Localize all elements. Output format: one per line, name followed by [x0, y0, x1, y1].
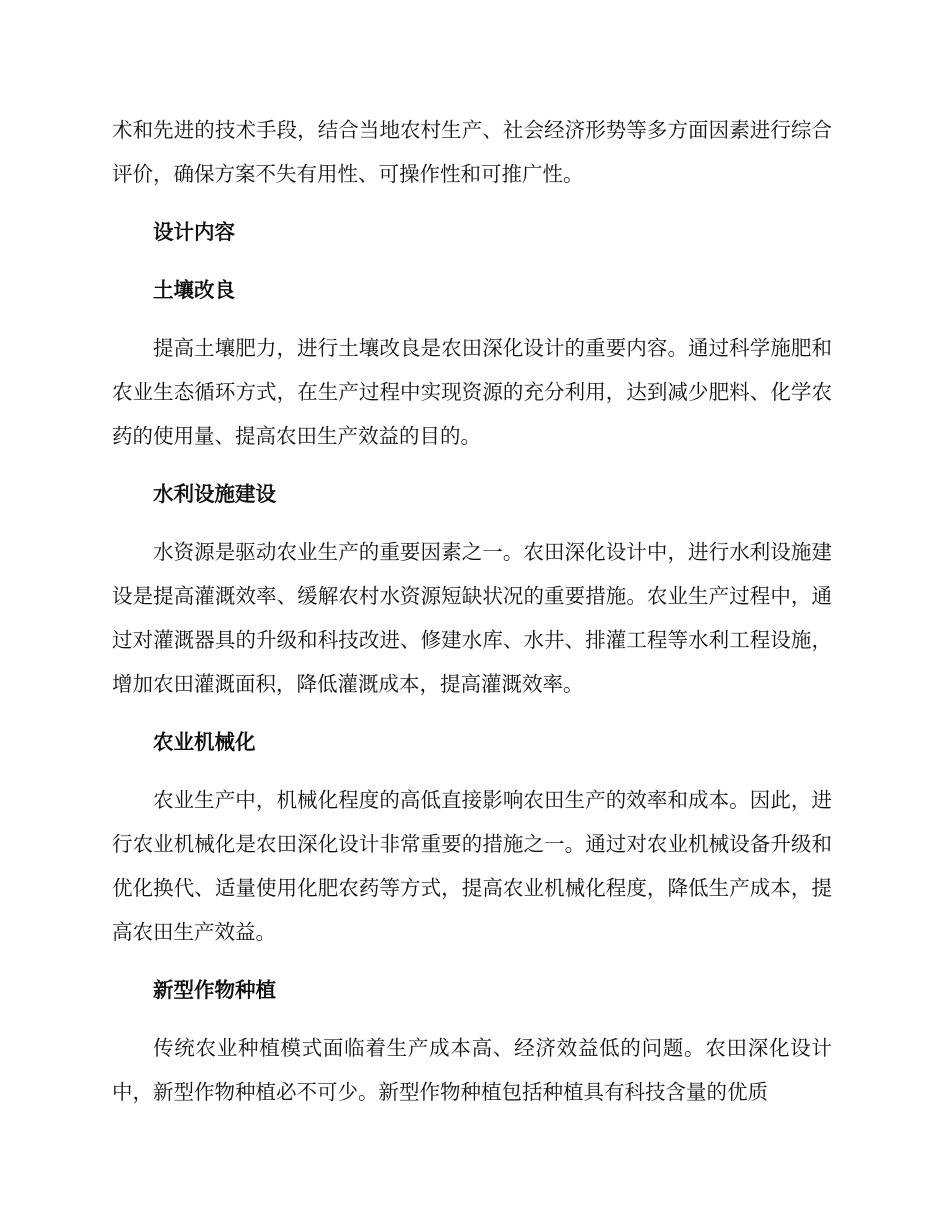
heading-agricultural-mechanization: 农业机械化	[153, 730, 256, 754]
heading-soil-improvement: 土壤改良	[153, 278, 235, 302]
paragraph-water-facilities: 水资源是驱动农业生产的重要因素之一。农田深化设计中，进行水利设施建设是提高灌溉效率、缓解农村水资源短缺状况的重要措施。农业生产过程中，通过对灌溉器具的升级和科技改进、修建水库、水井、排灌工程等水利工程设施，增加农田灌溉面积，降低灌溉成本，提高灌溉效率。	[112, 540, 832, 696]
heading-new-crop-planting: 新型作物种植	[153, 978, 276, 1002]
heading-design-content: 设计内容	[153, 220, 235, 244]
paragraph-soil-improvement: 提高土壤肥力，进行土壤改良是农田深化设计的重要内容。通过科学施肥和农业生态循环方式，在生产过程中实现资源的充分利用，达到减少肥料、化学农药的使用量、提高农田生产效益的目的。	[112, 336, 832, 448]
paragraph-agricultural-mechanization: 农业生产中，机械化程度的高低直接影响农田生产的效率和成本。因此，进行农业机械化是农田深化设计非常重要的措施之一。通过对农业机械设备升级和优化换代、适量使用化肥农药等方式，提高农业机械化程度，降低生产成本，提高农田生产效益。	[112, 788, 832, 944]
heading-water-facilities: 水利设施建设	[153, 482, 276, 506]
paragraph-continued-intro: 术和先进的技术手段，结合当地农村生产、社会经济形势等多方面因素进行综合评价，确保方案不失有用性、可操作性和可推广性。	[112, 118, 832, 186]
document-body	[112, 108, 832, 1128]
paragraph-new-crop-planting: 传统农业种植模式面临着生产成本高、经济效益低的问题。农田深化设计中，新型作物种植必不可少。新型作物种植包括种植具有科技含量的优质	[112, 1036, 832, 1104]
